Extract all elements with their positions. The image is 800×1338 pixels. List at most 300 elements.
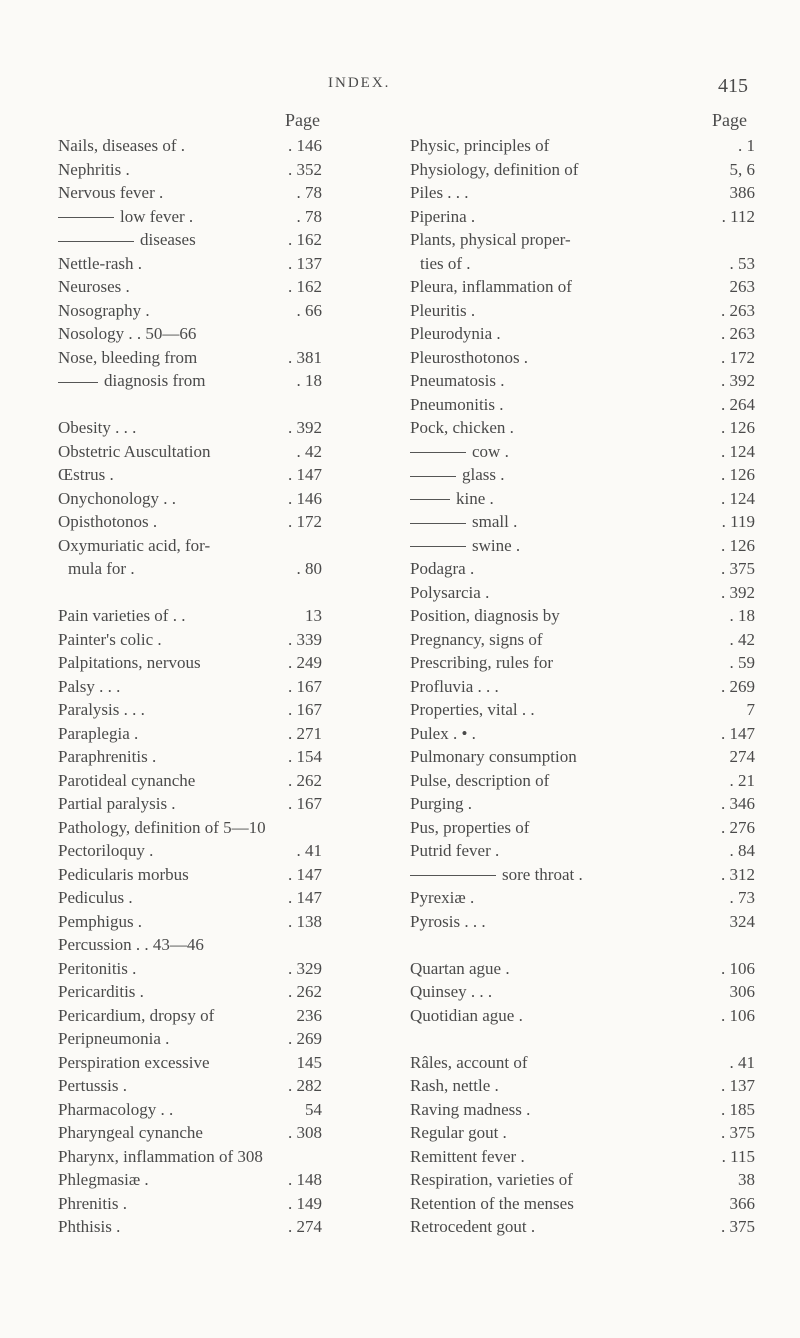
entry-page: . 262 [288,982,322,1001]
entry-page: . 262 [288,770,322,790]
index-entry [58,1121,388,1145]
entry-term [410,722,476,746]
entry-page: . 392 [721,582,755,602]
index-entry [410,534,755,558]
entry-term [410,299,475,323]
entry-term-text: Nosography . [58,300,150,320]
index-entry [410,510,755,534]
right-index-column [410,110,755,1239]
entry-term-text: Pharynx, inflammation of 308 [58,1146,263,1166]
index-entry [410,134,755,158]
entry-term [58,158,130,182]
entry-term-text: Parotideal cynanche [58,770,196,790]
index-entry [410,393,755,417]
entry-page: . 269 [288,1029,322,1048]
entry-term [410,487,494,511]
entry-page: . 73 [729,888,755,907]
entry-page: . 392 [288,418,322,437]
index-entry [58,628,388,652]
entry-term [410,416,514,440]
entry-term-text: Retention of the menses [410,1193,574,1213]
entry-page: . 274 [288,1217,322,1236]
entry-term-text: Plants, physical proper- [410,230,571,249]
entry-term-text: Pleurodynia . [410,324,501,343]
index-entry [410,487,755,511]
entry-term [58,863,189,887]
entry-term [58,252,142,276]
index-entry [410,604,755,628]
index-entry [58,1168,388,1192]
entry-term-text: Regular gout . [410,1123,507,1142]
index-entry [58,675,388,699]
index-entry [410,1192,755,1216]
index-entry [410,463,755,487]
entry-page: . 271 [288,723,322,743]
entry-term-text: sore throat . [502,864,583,884]
index-entry [58,910,388,934]
entry-term-text: Physiology, definition of [410,159,579,179]
index-entry [58,980,388,1004]
entry-term [410,369,504,393]
index-entry [58,722,388,746]
entry-term [58,322,196,346]
entry-term-text: Pediculus . [58,888,133,907]
entry-page: . 115 [721,1146,755,1166]
index-entry [58,205,388,229]
entry-term [410,1098,530,1122]
entry-term [58,463,114,487]
entry-page: . 126 [721,465,755,484]
entry-page: . 375 [721,559,755,578]
entry-term [58,675,120,699]
index-entry [58,557,388,581]
entry-term-text: ties of . [420,253,471,273]
entry-term-text: Pneumonitis . [410,394,504,414]
entry-term [410,745,577,769]
index-entry [58,863,388,887]
entry-term [58,1168,149,1192]
entry-term-text: Percussion . . 43—46 [58,935,204,954]
entry-page: . 249 [288,653,322,672]
entry-term-text: Pericardium, dropsy of [58,1005,215,1025]
entry-term-text: Piperina . [410,206,476,226]
entry-term [58,980,144,1004]
index-entry [58,604,388,628]
entry-page: . 167 [288,794,322,813]
index-entry [58,1004,388,1028]
index-entry [58,1027,388,1051]
entry-page: . 282 [288,1076,322,1095]
entry-page: . 41 [296,841,322,860]
entry-page: . 78 [296,183,322,202]
index-entry [58,886,388,910]
entry-page: . 106 [721,1005,755,1025]
entry-term-text: Pharyngeal cynanche [58,1123,203,1142]
entry-term-text: small . [472,512,518,531]
entry-term-text: Pedicularis morbus [58,864,189,884]
entry-page: 274 [729,747,755,766]
entry-page: 38 [738,1170,755,1189]
entry-term [58,816,266,840]
entry-term-text: Œstrus . [58,465,114,484]
entry-page: 13 [305,606,322,625]
entry-term [58,416,136,440]
entry-page: . 138 [288,911,322,931]
entry-page: . 263 [721,324,755,343]
entry-page: 324 [729,911,755,931]
entry-term-text: Nose, bleeding from [58,347,198,367]
index-entry [410,369,755,393]
index-entry [58,1074,388,1098]
index-entry [410,816,755,840]
entry-term-text: Nosology . . 50—66 [58,324,197,343]
entry-page: 386 [729,183,755,202]
entry-term [58,1145,263,1169]
entry-term-text: Pleurosthotonos . [410,347,529,367]
index-entry [58,933,388,957]
index-entry [58,487,388,511]
entry-page: 236 [296,1005,322,1025]
entry-term [58,1121,203,1145]
entry-term-text: Onychonology . . [58,488,177,508]
entry-term [410,886,474,910]
entry-term-text: Podagra . [410,559,475,578]
ditto-dash [410,452,466,453]
entry-term [58,886,133,910]
index-entry [410,346,755,370]
entry-term [58,275,130,299]
entry-term-text: glass . [462,465,505,484]
entry-page: . 146 [288,488,322,508]
entry-term [410,910,486,934]
index-entry [58,275,388,299]
index-entry [58,228,388,252]
entry-term [410,1192,574,1216]
entry-term [58,722,138,746]
entry-term-text: Palpitations, nervous [58,653,201,672]
entry-term-text: Paraplegia . [58,723,139,743]
entry-term-text: Perspiration excessive [58,1052,210,1072]
entry-term [410,604,560,628]
page-header [0,75,800,99]
entry-term-text: Oxymuriatic acid, for- [58,535,211,555]
entry-term-text: Phlegmasiæ . [58,1170,149,1189]
index-entry [58,698,388,722]
entry-term [410,205,475,229]
index-entry [410,322,755,346]
entry-term [58,1074,127,1098]
entry-page: . 18 [296,371,322,390]
entry-page: . 329 [288,958,322,978]
entry-term [58,839,153,863]
entry-page: . 276 [721,817,755,837]
entry-page: . 146 [288,136,322,155]
index-entry [410,158,755,182]
entry-term [58,487,176,511]
index-entry [410,581,755,605]
entry-term [410,863,583,887]
entry-term [410,1168,573,1192]
entry-page: . 375 [721,1217,755,1236]
index-entry [58,158,388,182]
entry-term [58,181,163,205]
entry-term-text: Properties, vital . . [410,700,535,719]
entry-term [58,1192,127,1216]
entry-page: 145 [296,1052,322,1072]
entry-page: . 80 [296,559,322,578]
entry-term [58,1215,120,1239]
entry-term-text: Obstetric Auscultation [58,441,211,461]
entry-page: 306 [729,982,755,1001]
entry-term [58,299,150,323]
entry-page: . 308 [288,1123,322,1142]
index-entry [410,416,755,440]
index-entry [410,1027,755,1051]
left-index-column [58,110,388,1239]
entry-term [58,745,156,769]
entry-page: . 154 [288,747,322,766]
entry-term [58,205,193,229]
entry-term-text: swine . [472,535,521,555]
entry-term [58,604,185,628]
entry-term-text: Pemphigus . [58,911,143,931]
index-entry [410,275,755,299]
entry-term-text: Polysarcia . [410,582,490,602]
index-entry [410,651,755,675]
left-page-label: Page [285,110,320,130]
entry-term [410,1004,523,1028]
ditto-dash [410,546,466,547]
entry-term-text: Piles . . . [410,183,469,202]
entry-term [58,1098,173,1122]
entry-term-text: Rash, nettle . [410,1076,499,1095]
index-entry [58,510,388,534]
index-entry [410,1215,755,1239]
index-entry [410,1098,755,1122]
index-entry [410,440,755,464]
entry-term [58,346,197,370]
entry-page: . 167 [288,676,322,696]
entry-page: . 106 [721,958,755,978]
index-entry [58,957,388,981]
entry-page: 263 [729,277,755,296]
index-entry [58,745,388,769]
index-entry [58,816,388,840]
entry-term [58,792,176,816]
index-entry [58,1192,388,1216]
ditto-dash [58,241,134,242]
entry-term [410,1074,499,1098]
index-entry [58,769,388,793]
entry-page: . 124 [721,488,755,508]
entry-term-text: Prescribing, rules for [410,653,554,672]
index-entry [58,839,388,863]
entry-page: . 339 [288,629,322,649]
index-entry [410,745,755,769]
entry-term-text: Position, diagnosis by [410,606,560,625]
entry-page: . 172 [721,347,755,367]
entry-term-text: Nails, diseases of . [58,136,186,155]
ditto-dash [410,875,496,876]
index-entry [58,369,388,393]
entry-term-text: Pleura, inflammation of [410,277,572,296]
entry-term-text: Painter's colic . [58,629,162,649]
entry-term-text: Pleuritis . [410,300,476,320]
entry-term [410,839,499,863]
entry-page: . 66 [296,300,322,320]
entry-term-text: Pharmacology . . [58,1099,174,1119]
index-entry [58,134,388,158]
entry-term [58,228,196,252]
entry-term [410,440,509,464]
entry-term-text: Pericarditis . [58,982,144,1001]
entry-term-text: Nervous fever . [58,183,164,202]
entry-term [58,534,210,558]
entry-term-text: Nephritis . [58,159,130,179]
entry-term [58,440,211,464]
entry-page: 54 [305,1099,322,1119]
entry-page: . 167 [288,700,322,719]
entry-page: . 59 [729,653,755,672]
index-entry [58,252,388,276]
entry-term [410,181,469,205]
entry-page: . 312 [721,864,755,884]
index-entry [410,1004,755,1028]
entry-term [410,792,472,816]
entry-page: . 42 [729,629,755,649]
entry-term-text: Retrocedent gout . [410,1217,536,1236]
entry-term [58,1004,214,1028]
entry-term [410,1145,525,1169]
index-entry [410,1051,755,1075]
index-entry [410,675,755,699]
index-entry [410,205,755,229]
index-entry [58,534,388,558]
index-entry [58,581,388,605]
entry-page: . 147 [288,864,322,884]
entry-page: . 147 [288,888,322,907]
index-entry [58,1098,388,1122]
entry-term-text: Obesity . . . [58,418,137,437]
entry-term [410,769,549,793]
ditto-dash [58,217,114,218]
entry-term-text: Pulex . • . [410,723,476,743]
entry-term-text: Partial paralysis . [58,794,176,813]
entry-term [58,510,157,534]
entry-term-text: Pulse, description of [410,770,550,790]
entry-term-text: diseases [140,230,196,249]
entry-term [58,628,162,652]
entry-term-text: Nettle-rash . [58,253,143,273]
entry-page: . 137 [721,1076,755,1095]
index-entry [410,252,755,276]
index-entry [58,792,388,816]
index-entry [58,416,388,440]
entry-term [58,1027,169,1051]
entry-page: . 392 [721,371,755,390]
entry-term [410,1051,528,1075]
entry-term [58,134,185,158]
index-entry [58,299,388,323]
index-entry [410,228,755,252]
index-entry [410,910,755,934]
entry-page: . 18 [729,606,755,625]
entry-page: . 1 [738,136,755,155]
entry-term [58,1051,210,1075]
index-entry [410,1145,755,1169]
entry-page: . 147 [721,723,755,743]
entry-page: . 126 [721,418,755,437]
entry-term [410,557,474,581]
entry-term-text: Purging . [410,794,473,813]
entry-term [410,816,529,840]
entry-term-text: Pain varieties of . . [58,606,186,625]
index-entry [410,1121,755,1145]
index-entry [410,1168,755,1192]
entry-term-text: Quinsey . . . [410,982,493,1001]
entry-page: 7 [746,700,755,719]
index-entry [410,181,755,205]
entry-page: . 84 [729,841,755,860]
entry-page: . 112 [721,206,755,226]
entry-term [410,510,517,534]
index-entry [58,1145,388,1169]
ditto-dash [410,523,466,524]
entry-term-text: Pus, properties of [410,817,530,837]
entry-term-text: cow . [472,441,509,461]
entry-term [410,158,578,182]
entry-term-text: Pulmonary consumption [410,747,577,766]
entry-page: . 269 [721,676,755,696]
index-entry [58,1215,388,1239]
ditto-dash [410,499,450,500]
index-entry [58,440,388,464]
entry-term [420,252,471,276]
entry-term [410,463,505,487]
index-entry [410,886,755,910]
entry-page: . 375 [721,1123,755,1142]
entry-page: . 172 [288,512,322,531]
entry-term [410,393,504,417]
index-entry [410,839,755,863]
entry-term [410,346,528,370]
entry-term-text: mula for . [68,559,135,578]
entry-term-text: Pock, chicken . [410,418,514,437]
entry-term-text: Phthisis . [58,1217,121,1236]
entry-page: . 264 [721,394,755,414]
entry-term-text: Peritonitis . [58,958,137,978]
entry-term [410,1215,535,1239]
entry-term [58,651,201,675]
entry-term [410,651,553,675]
entry-term-text: Pneumatosis . [410,371,505,390]
index-entry [410,769,755,793]
index-entry [410,557,755,581]
entry-term [410,134,549,158]
entry-term [68,557,135,581]
entry-page: . 42 [296,441,322,461]
entry-term [410,1121,507,1145]
index-entry [410,1074,755,1098]
entry-page: 5, 6 [729,159,755,179]
page-number: 415 [718,75,748,97]
entry-page: . 162 [288,277,322,296]
entry-term-text: Paralysis . . . [58,700,145,719]
entry-page: . 137 [288,253,322,273]
entry-term-text: kine . [456,488,494,508]
entry-term [410,628,543,652]
entry-page: . 148 [288,1170,322,1189]
